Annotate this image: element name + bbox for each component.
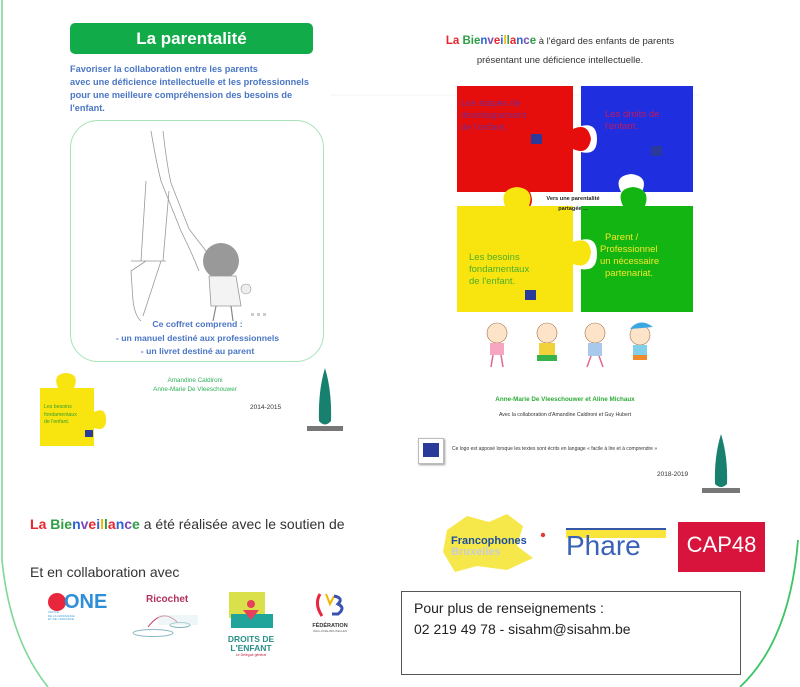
coffret-contents [70,318,325,359]
puzzle-center-label [528,194,618,214]
colored-letter: v [80,516,89,532]
intro-text [70,63,330,115]
support-line [30,516,345,532]
center-label-line: Vers une parentalité [546,196,600,202]
title-line-2: présentant une déficience intellectuelle. [476,55,644,66]
right-collaboration: Avec la collaboration d'Amandine Caldironi et Guy Hubert [498,412,632,418]
piece-text: Les étapes de développement de l'enfant. [461,98,526,133]
colored-letter: e [529,35,537,47]
support-text: a été réalisée avec le soutien de [143,516,345,532]
easy-read-icon [85,430,93,437]
easy-read-icon [423,443,439,457]
contact-details[interactable]: 02 219 49 78 - sisahm@sisahm.be [414,621,631,637]
ricochet-label: Ricochet [146,594,189,605]
droits-enfant-logo [225,590,277,666]
coffret-item: - un manuel destiné aux professionnels [115,332,280,343]
piece-text: Les droits de l'enfant. [605,109,660,132]
colored-letter: n [480,35,488,47]
colored-letter: c [124,516,133,532]
colored-letter: e [88,516,97,532]
sisahm-tree-logo [305,366,345,436]
colored-letter: n [72,516,81,532]
colored-letter: i [60,516,65,532]
contact-box [401,591,741,675]
one-sub: OFFICE [48,610,59,614]
colored-letter: l [506,35,510,47]
coffret-heading: Ce coffret comprend : [152,319,243,329]
puzzle-line: Les besoins [44,404,72,410]
colored-letter: l [100,516,104,532]
colored-letter: i [500,35,504,47]
right-year: 2018-2019 [657,471,689,478]
colored-letter: i [470,35,474,47]
easy-read-logo [418,438,444,464]
contact-heading: Pour plus de renseignements : [414,600,604,616]
colored-letter: a [452,35,460,47]
colored-letter: e [473,35,481,47]
colored-letter: c [523,35,530,47]
puzzle-line: de l'enfant. [44,419,70,425]
one-logo [48,593,118,633]
left-authors [110,376,280,394]
federation-label: FÉDÉRATION [312,623,348,629]
svg-text:Bruxelles: Bruxelles [451,546,501,558]
author-name: Anne-Marie De Vleeschouwer [153,386,237,393]
one-logo-mark [48,593,118,611]
puzzle-line: fondamentaux [44,411,77,418]
droits-sub: Le Délégué général [235,653,267,657]
intro-line: pour une meilleure compréhension des besoins de [70,90,293,100]
one-sub: ET DE L'ENFANCE [48,617,75,621]
piece-text: Parent / Professionnel un nécessaire partenariat. [600,232,660,279]
author-name: Amandine Caldironi [167,377,223,384]
svg-text:Francophones: Francophones [451,535,527,547]
colored-letter: a [38,516,47,532]
intro-line: avec une déficience intellectuelle et les professionnels [70,77,309,87]
francophones-bruxelles-logo [437,512,553,574]
colored-letter: L [445,35,453,47]
colored-letter: e [64,516,73,532]
one-label: ONE [64,591,108,613]
colored-letter: l [104,516,108,532]
center-label-line: partagée ... [558,206,588,212]
cap48-logo: CAP48 [678,522,765,572]
phare-label: Phare [566,530,641,561]
intro-line: l'enfant. [70,103,105,113]
bienveillance-colored-word [446,36,536,47]
left-year: 2014-2015 [250,404,282,411]
federation-wb-logo [300,590,360,640]
collaboration-line: Et en collaboration avec [30,564,180,580]
ricochet-logo [128,594,208,640]
droits-enfant-puzzle-icon [225,590,277,630]
title-rest: à l'égard des enfants de parents [538,36,675,47]
colored-letter: v [487,35,494,47]
easy-read-note: Ce logo est apposé lorsque les textes sont écrits en langage « facile à lire et à comprendre » [452,446,658,452]
sisahm-tree-logo [700,432,742,498]
droits-line: DROITS DE [227,634,275,644]
colored-letter: L [30,516,39,532]
bienveillance-colored-word [30,516,140,532]
federation-wb-mark-icon [310,590,350,618]
one-sub: DE LA NAISSANCE [48,613,75,618]
phare-logo [566,528,666,574]
ricochet-ripples-icon [128,605,208,639]
children-illustration [475,317,665,373]
piece-text: Les besoins fondamentaux de l'enfant. [469,252,530,287]
bienveillance-title [420,32,700,70]
colored-letter: B [462,35,471,47]
colored-letter: l [503,35,507,47]
colored-letter: n [115,516,125,532]
parentalite-title: La parentalité [70,23,313,54]
federation-sub: WALLONIE-BRUXELLES [312,629,348,633]
droits-label [225,635,277,653]
right-authors: Anne-Marie De Vleeschouwer et Aline Michaux [495,396,635,403]
colored-letter: a [107,516,116,532]
intro-line: Favoriser la collaboration entre les parents [70,64,258,74]
coffret-item: - un livret destiné au parent [140,346,255,356]
puzzle-piece-text [44,404,77,427]
colored-letter: B [50,516,61,532]
colored-letter: e [132,516,140,532]
colored-letter: a [509,35,517,47]
colored-letter: e [493,35,501,47]
colored-letter: i [96,516,101,532]
parent-child-sketch-illustration [71,121,323,321]
droits-line: L'ENFANT [230,643,272,653]
colored-letter: n [516,35,524,47]
